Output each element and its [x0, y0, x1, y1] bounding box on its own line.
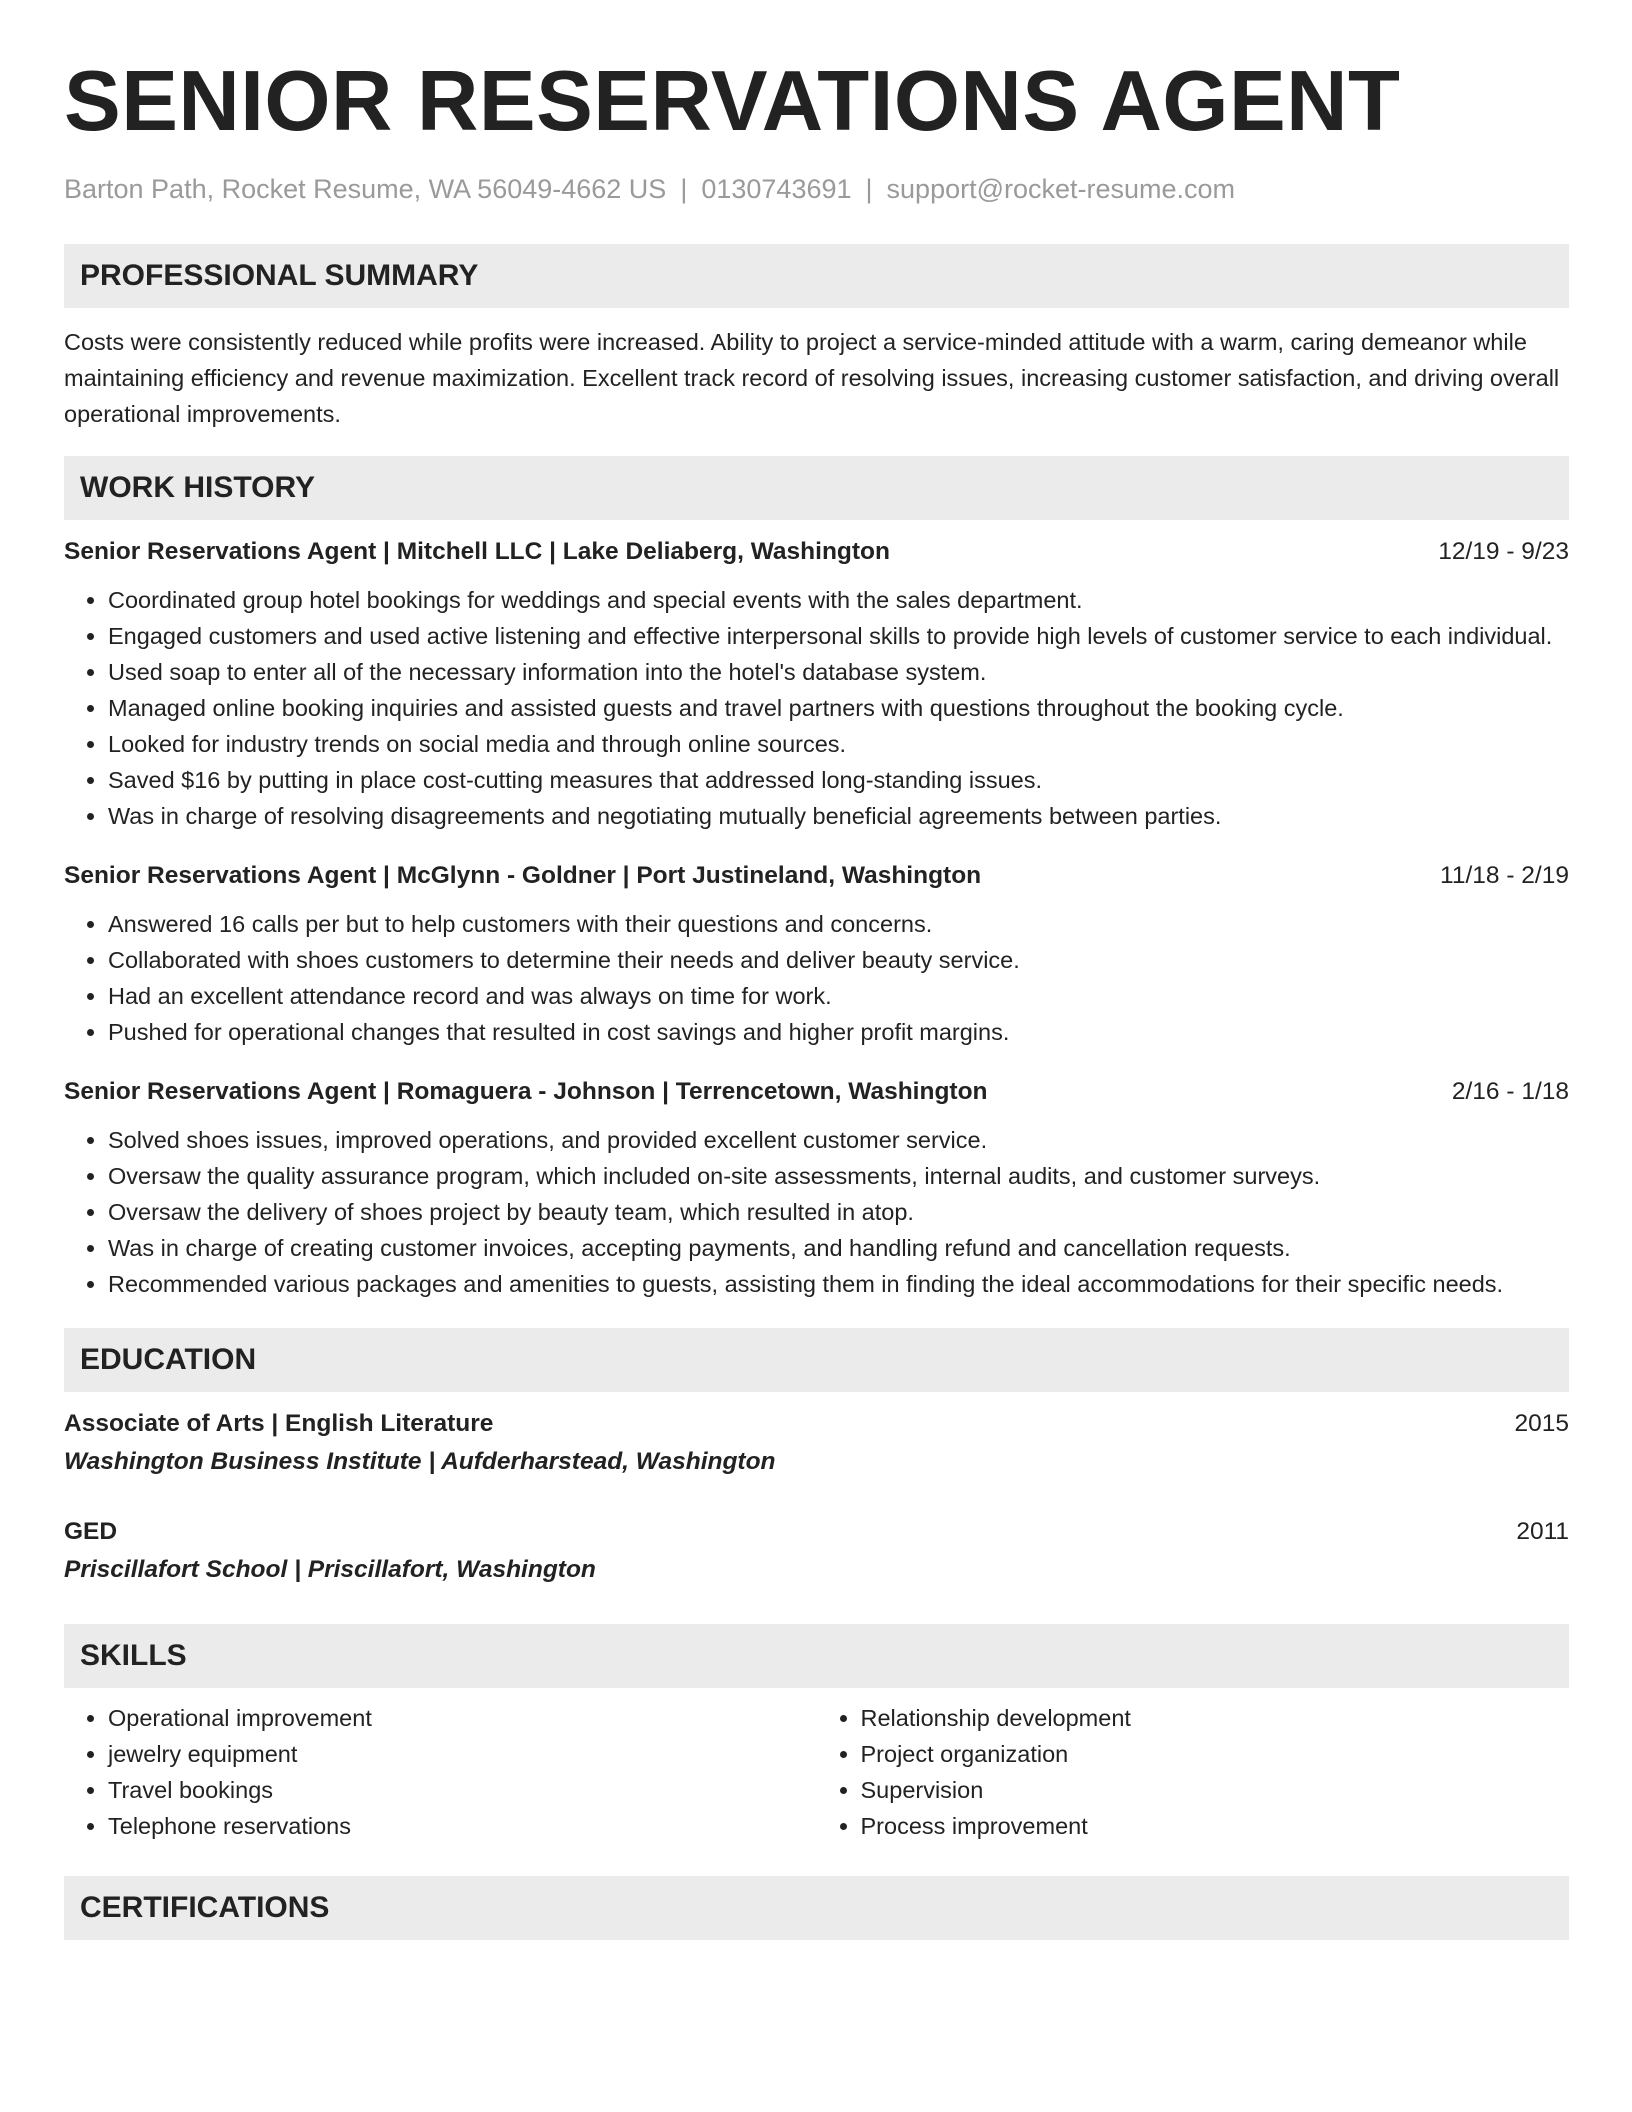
education-header: [64, 1406, 1569, 1442]
job-entry: [64, 534, 1569, 834]
job-dates: 2/16 - 1/18: [1451, 1078, 1569, 1105]
job-bullet: • Engaged customers and used active listening and effective interpersonal skills to provide high levels of customer service to each individual.: [108, 618, 1569, 654]
job-bullet: • Saved $16 by putting in place cost-cutting measures that addressed long-standing issues.: [108, 762, 1569, 798]
job-dates: 12/19 - 9/23: [1438, 538, 1569, 565]
job-bullet: • Was in charge of creating customer invoices, accepting payments, and handling refund and cancellation requests.: [108, 1230, 1569, 1266]
education-entry: [64, 1406, 1569, 1480]
section-header-education: EDUCATION: [64, 1328, 1569, 1392]
education-year: 2015: [1514, 1410, 1569, 1437]
education-degree: Associate of Arts | English Literature: [64, 1410, 494, 1437]
contact-line: [64, 172, 1569, 206]
section-header-summary: PROFESSIONAL SUMMARY: [64, 244, 1569, 308]
education-school: Washington Business Institute | Aufderharstead, Washington: [64, 1448, 776, 1475]
job-bullets: [64, 906, 1569, 1050]
job-bullets: [64, 582, 1569, 834]
job-dates: 11/18 - 2/19: [1440, 862, 1569, 889]
job-bullet: • Recommended various packages and amenities to guests, assisting them in finding the ideal accommodations for their specific needs.: [108, 1266, 1569, 1302]
job-entry: [64, 858, 1569, 1050]
job-bullet: • Oversaw the delivery of shoes project by beauty team, which resulted in atop.: [108, 1194, 1569, 1230]
skills-list: [64, 1700, 1569, 1844]
education-school: Priscillafort School | Priscillafort, Washington: [64, 1556, 596, 1583]
skill-item: • Telephone reservations: [108, 1808, 817, 1844]
skill-item: • Supervision: [861, 1772, 1570, 1808]
section-header-skills: SKILLS: [64, 1624, 1569, 1688]
job-bullet: • Was in charge of resolving disagreements and negotiating mutually beneficial agreements between parties.: [108, 798, 1569, 834]
job-bullet: • Coordinated group hotel bookings for weddings and special events with the sales department.: [108, 582, 1569, 618]
skill-item: • Operational improvement: [108, 1700, 817, 1736]
skills-column-right: [817, 1700, 1570, 1844]
job-bullet: • Answered 16 calls per but to help customers with their questions and concerns.: [108, 906, 1569, 942]
education-header: [64, 1514, 1569, 1550]
job-bullet: • Oversaw the quality assurance program, which included on-site assessments, internal audits, and customer surveys.: [108, 1158, 1569, 1194]
job-title: Senior Reservations Agent | Mitchell LLC | Lake Deliaberg, Washington: [64, 538, 890, 565]
education-degree: GED: [64, 1518, 118, 1545]
contact-email: support@rocket-resume.com: [886, 174, 1236, 204]
education-entry: [64, 1514, 1569, 1588]
job-title: Senior Reservations Agent | McGlynn - Goldner | Port Justineland, Washington: [64, 862, 982, 889]
education-year: 2011: [1516, 1518, 1569, 1545]
contact-separator: |: [865, 174, 873, 204]
job-bullets: [64, 1122, 1569, 1302]
resume-name: SENIOR RESERVATIONS AGENT: [64, 54, 1401, 149]
contact-phone: 0130743691: [701, 174, 852, 204]
job-bullet: • Managed online booking inquiries and assisted guests and travel partners with questions throughout the booking cycle.: [108, 690, 1569, 726]
job-bullet: • Solved shoes issues, improved operations, and provided excellent customer service.: [108, 1122, 1569, 1158]
skill-item: • Project organization: [861, 1736, 1570, 1772]
contact-separator: |: [680, 174, 688, 204]
job-bullet: • Collaborated with shoes customers to determine their needs and deliver beauty service.: [108, 942, 1569, 978]
section-header-certifications: CERTIFICATIONS: [64, 1876, 1569, 1940]
job-entry: [64, 1074, 1569, 1302]
job-header: [64, 858, 1569, 894]
job-bullet: • Used soap to enter all of the necessary information into the hotel's database system.: [108, 654, 1569, 690]
skill-item: • Process improvement: [861, 1808, 1570, 1844]
job-bullet: • Had an excellent attendance record and was always on time for work.: [108, 978, 1569, 1014]
job-header: [64, 534, 1569, 570]
skill-item: • jewelry equipment: [108, 1736, 817, 1772]
contact-address: Barton Path, Rocket Resume, WA 56049-4662 US: [64, 174, 667, 204]
section-header-work-history: WORK HISTORY: [64, 456, 1569, 520]
summary-text: Costs were consistently reduced while profits were increased. Ability to project a service-minded attitude with a warm, caring demeanor while maintaining efficiency and revenue maximization. Excellent track record of resolving issues, increasing customer satisfaction, and driving overall operational improvements.: [64, 329, 1560, 427]
job-header: [64, 1074, 1569, 1110]
skills-column-left: [64, 1700, 817, 1844]
job-bullet: • Looked for industry trends on social media and through online sources.: [108, 726, 1569, 762]
skill-item: • Relationship development: [861, 1700, 1570, 1736]
job-title: Senior Reservations Agent | Romaguera - Johnson | Terrencetown, Washington: [64, 1078, 988, 1105]
job-bullet: • Pushed for operational changes that resulted in cost savings and higher profit margins.: [108, 1014, 1569, 1050]
skill-item: • Travel bookings: [108, 1772, 817, 1808]
